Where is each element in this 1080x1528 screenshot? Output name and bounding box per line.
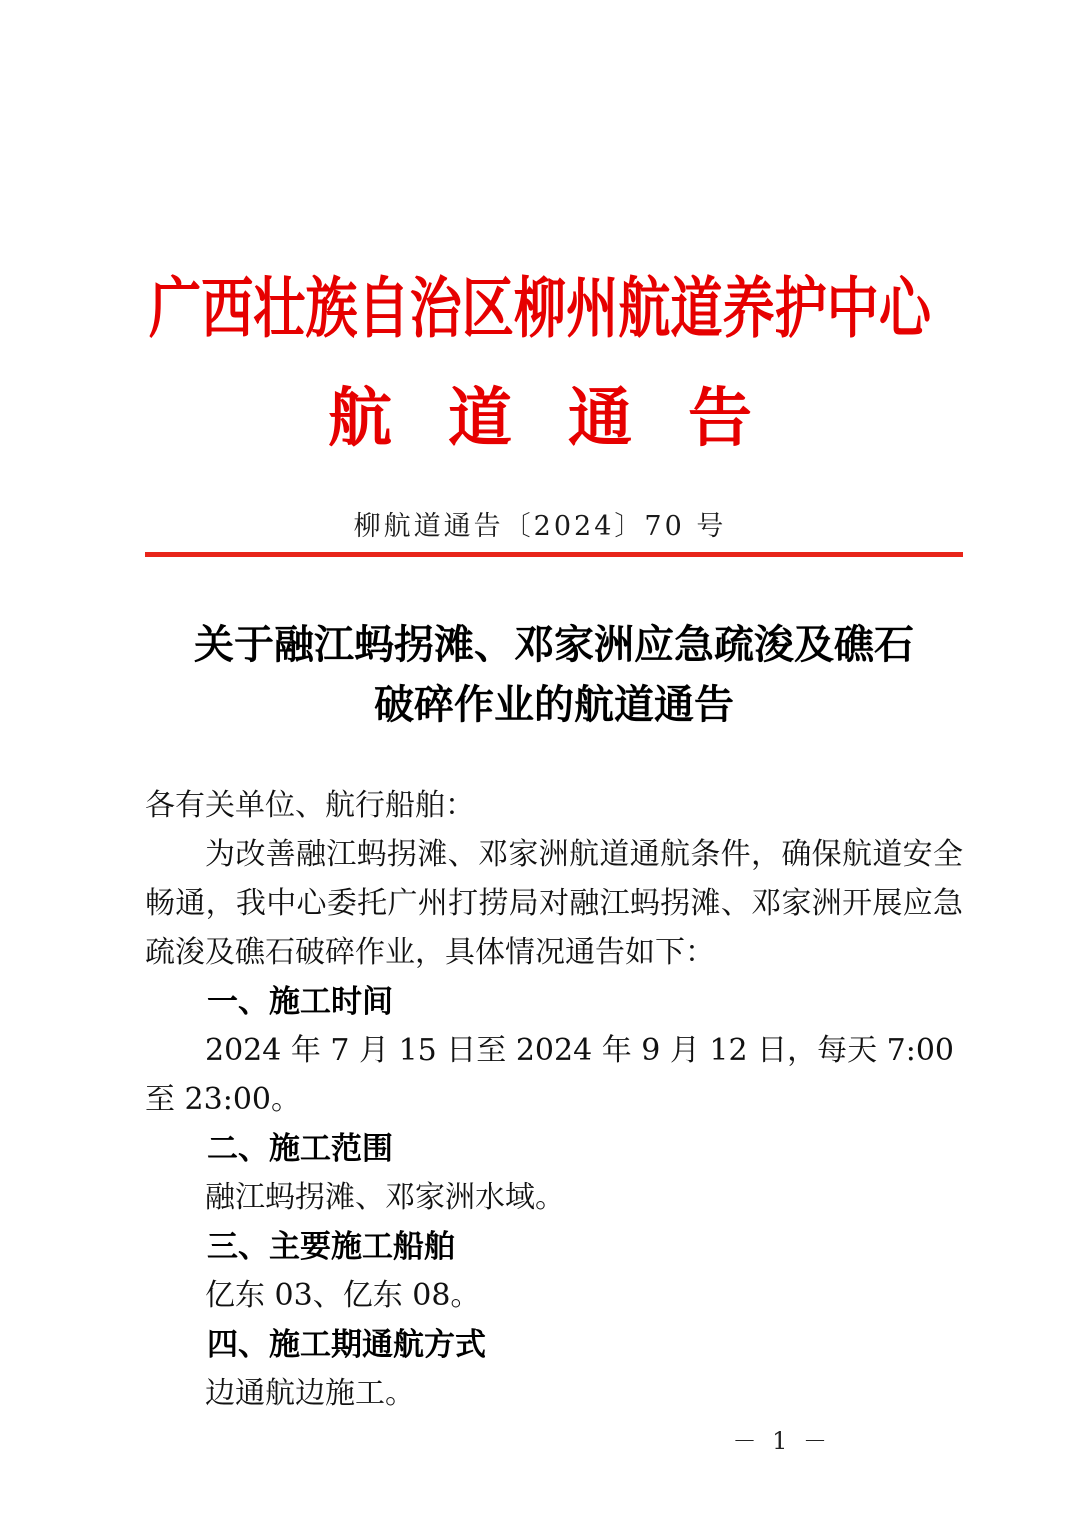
section-1-heading: 一、施工时间 [207, 984, 393, 1019]
notice-body [145, 781, 963, 1418]
org-title-line-1: 广西壮族自治区柳州航道养护中心 [148, 269, 932, 347]
notice-title-line-1: 关于融江蚂拐滩、邓家洲应急疏浚及礁石 [194, 621, 914, 668]
page-footer [145, 1426, 963, 1456]
section-4-heading: 四、施工期通航方式 [207, 1327, 486, 1362]
salutation: 各有关单位、航行船舶： [145, 788, 475, 823]
document-content [0, 552, 1080, 1456]
org-title-line-2: 航道通告 [328, 381, 808, 456]
section-3-content: 亿东 03、亿东 08。 [205, 1278, 481, 1313]
section-2-heading: 二、施工范围 [207, 1131, 393, 1166]
section-1-content: 2024 年 7 月 15 日至 2024 年 9 月 12 日，每天 7:00 至 23:00。 [145, 1033, 955, 1117]
notice-title-line-2: 破碎作业的航道通告 [374, 681, 734, 728]
letterhead [0, 268, 1080, 544]
notice-title [145, 615, 963, 735]
section-2-content: 融江蚂拐滩、邓家洲水域。 [205, 1180, 565, 1215]
page-number: － 1 － [732, 1427, 831, 1455]
red-divider-rule [145, 552, 963, 557]
intro-paragraph: 为改善融江蚂拐滩、邓家洲航道通航条件，确保航道安全畅通，我中心委托广州打捞局对融江蚂拐滩、邓家洲开展应急疏浚及礁石破碎作业，具体情况通告如下： [145, 837, 963, 970]
document-number: 柳航道通告〔2024〕70 号 [353, 511, 727, 542]
section-4-content: 边通航边施工。 [205, 1376, 415, 1411]
section-3-heading: 三、主要施工船舶 [207, 1229, 455, 1264]
